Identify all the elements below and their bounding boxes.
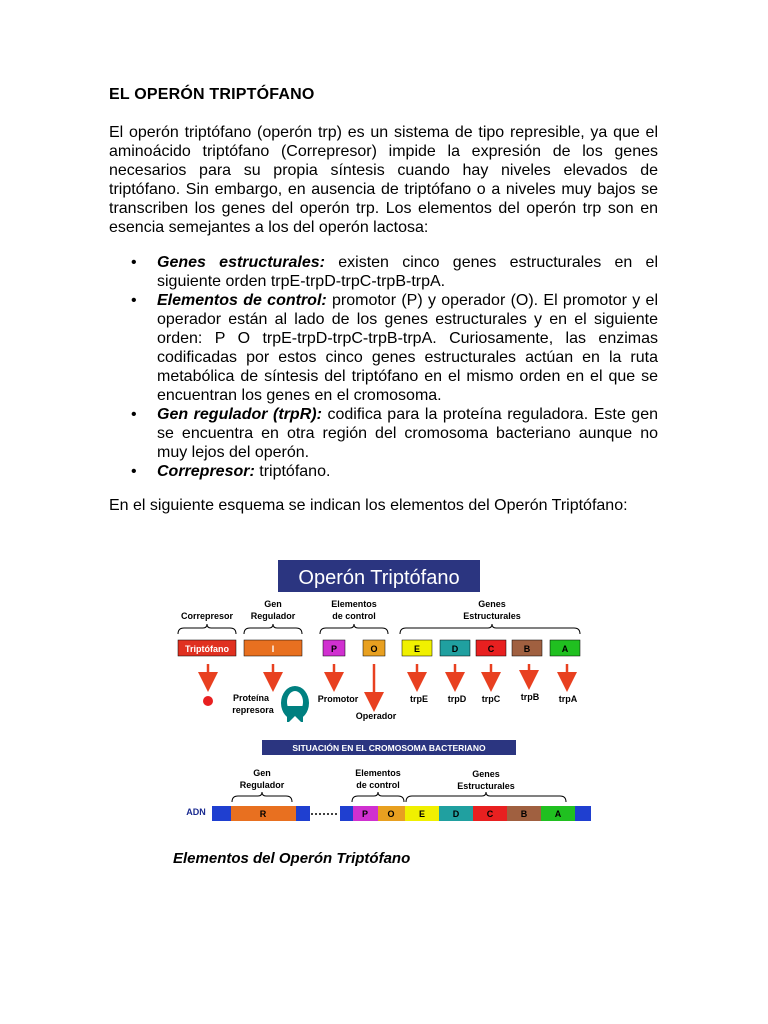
box-gene-a-label: A — [561, 644, 569, 654]
operon-diagram — [170, 556, 600, 831]
label-genes-2: Estructurales — [463, 611, 521, 621]
list-item — [109, 253, 658, 291]
bracket-bottom-control — [352, 792, 404, 802]
dna-operator-label: O — [387, 809, 395, 819]
bracket-correpresor — [178, 624, 236, 634]
dna-segment-right — [575, 806, 591, 821]
dna-gene-d-label: D — [452, 809, 460, 819]
dna-regulator-label: R — [259, 809, 267, 819]
bullet-icon: • — [131, 292, 137, 309]
box-gene-c-label: C — [487, 644, 495, 654]
box-operator-label: O — [370, 644, 378, 654]
label-proteina-2: represora — [232, 705, 274, 715]
dna-gene-b-label: B — [520, 809, 528, 819]
bullet-term: Correpresor: — [157, 463, 255, 480]
dna-segment-left — [212, 806, 231, 821]
label-trpe: trpE — [410, 694, 428, 704]
dna-gene-e-label: E — [418, 809, 426, 819]
bracket-control — [320, 624, 388, 634]
dna-segment-mid — [296, 806, 310, 821]
bullet-text: codifica para la proteína reguladora. Este gen se encuentra en otra región del cromosoma bacteriano aunque no muy lejos del operón. — [157, 406, 658, 461]
box-triptofano-label: Triptófano — [185, 644, 229, 654]
bracket-bottom-genes — [406, 792, 566, 802]
bullet-list — [109, 253, 658, 481]
bracket-genes — [400, 624, 580, 634]
label-bottom-genes-2: Estructurales — [457, 781, 515, 791]
label-bottom-elem-1: Elementos — [355, 768, 401, 778]
chromosome-banner-text: SITUACIÓN EN EL CROMOSOMA BACTERIANO — [292, 743, 486, 753]
bullet-term: Gen regulador (trpR): — [157, 406, 322, 423]
intro-paragraph: El operón triptófano (operón trp) es un sistema de tipo represible, ya que el aminoácido triptófano (Correpresor) impide la expresión de los genes necesarios para su propia síntesis cuando hay niveles elevados de triptófano. Sin embargo, en ausencia de triptófano o a niveles muy bajos se transcriben los genes del operón trp. Los elementos del operón trp son en esencia semejantes a los del operón lactosa: — [109, 124, 658, 236]
dna-promoter-label: P — [361, 809, 369, 819]
dna-gene-a-label: A — [554, 809, 562, 819]
bracket-bottom-regulator — [232, 792, 292, 802]
label-trpc: trpC — [481, 694, 501, 704]
figure-caption: Elementos del Operón Triptófano — [173, 850, 411, 867]
label-correpresor: Correpresor — [180, 611, 234, 621]
label-elementos-2: de control — [332, 611, 376, 621]
bullet-text: triptófano. — [254, 463, 331, 480]
label-bottom-gen-2: Regulador — [239, 780, 285, 790]
label-gen-regulador-1: Gen — [264, 599, 282, 609]
label-trpd: trpD — [447, 694, 467, 704]
label-operador: Operador — [355, 711, 397, 721]
dna-label: ADN — [186, 807, 206, 817]
label-promotor: Promotor — [317, 694, 359, 704]
box-regulator-label: I — [271, 644, 275, 654]
document-title: EL OPERÓN TRIPTÓFANO — [109, 86, 315, 103]
list-item — [109, 291, 658, 405]
label-bottom-gen-1: Gen — [253, 768, 271, 778]
label-gen-regulador-2: Regulador — [250, 611, 296, 621]
box-promoter-label: P — [330, 644, 338, 654]
closing-paragraph: En el siguiente esquema se indican los elementos del Operón Triptófano: — [109, 497, 628, 514]
label-genes-1: Genes — [478, 599, 506, 609]
bullet-icon: • — [131, 406, 137, 423]
bullet-text: promotor (P) y operador (O). El promotor y el operador están al lado de los genes estructurales y en el siguiente orden: P O trpE-trpD-trpC-trpB-trpA. Curiosamente, las enzimas codificadas por estos cinco genes estructurales actúan en la ruta metabólica de síntesis del triptófano en el mismo orden en el que se encuentran los genes en el cromosoma. — [157, 292, 658, 404]
list-item — [109, 462, 658, 481]
label-elementos-1: Elementos — [331, 599, 377, 609]
box-gene-d-label: D — [451, 644, 459, 654]
tryptophan-dot — [203, 696, 213, 706]
bullet-text: existen cinco genes estructurales en el siguiente orden trpE-trpD-trpC-trpB-trpA. — [157, 254, 659, 290]
label-trpb: trpB — [520, 692, 540, 702]
bracket-regulator — [244, 624, 302, 634]
bullet-term: Genes estructurales: — [157, 254, 325, 271]
bullet-icon: • — [131, 254, 137, 271]
repressor-protein-icon — [281, 686, 309, 722]
dna-gene-c-label: C — [486, 809, 494, 819]
list-item — [109, 405, 658, 462]
dna-segment-pre-promoter — [340, 806, 353, 821]
box-gene-b-label: B — [523, 644, 531, 654]
label-bottom-elem-2: de control — [356, 780, 400, 790]
diagram-title: Operón Triptófano — [298, 567, 460, 589]
label-proteina-1: Proteína — [232, 693, 270, 703]
box-gene-e-label: E — [413, 644, 421, 654]
bullet-term: Elementos de control: — [157, 292, 327, 309]
bullet-icon: • — [131, 463, 137, 480]
label-bottom-genes-1: Genes — [472, 769, 500, 779]
label-trpa: trpA — [558, 694, 578, 704]
